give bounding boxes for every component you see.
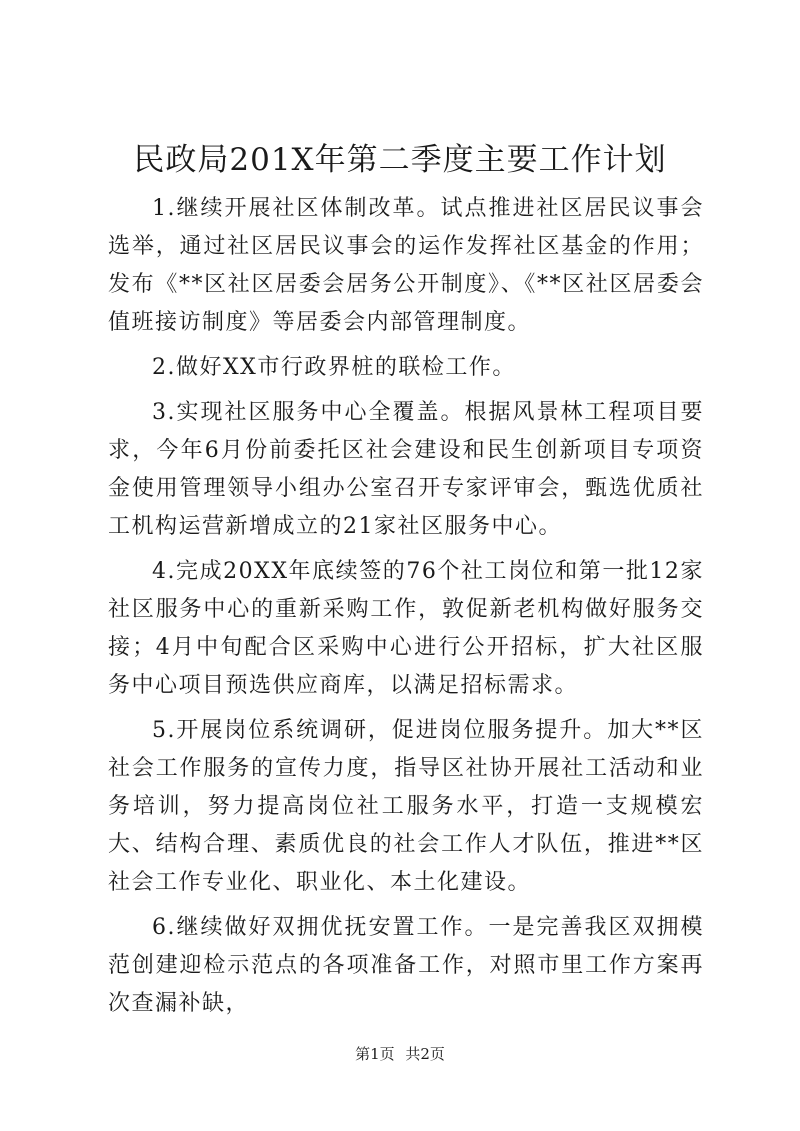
paragraph-2: 2.做好XX市行政界桩的联检工作。 bbox=[152, 355, 516, 380]
document-title: 民政局201X年第二季度主要工作计划 bbox=[133, 142, 667, 178]
document-body bbox=[108, 190, 704, 1030]
page-total: 共2页 bbox=[405, 1045, 445, 1063]
paragraph-4: 4.完成20XX年底续签的76个社工岗位和第一批12家社区服务中心的重新采购工作，敦促新老机构做好服务交接；4月中旬配合区采购中心进行公开招标，扩大社区服务中心项目预选供应商库，以满足招标需求。 bbox=[108, 559, 704, 698]
page-footer bbox=[0, 1044, 800, 1064]
page-number: 第1页 bbox=[355, 1045, 395, 1063]
paragraph-1: 1.继续开展社区体制改革。试点推进社区居民议事会选举，通过社区居民议事会的运作发挥社区基金的作用；发布《**区社区居委会居务公开制度》、《**区社区居委会值班接访制度》等居委会内部管理制度。 bbox=[108, 196, 704, 335]
paragraph-3: 3.实现社区服务中心全覆盖。根据风景林工程项目要求，今年6月份前委托区社会建设和民生创新项目专项资金使用管理领导小组办公室召开专家评审会，甄选优质社工机构运营新增成立的21家社区服务中心。 bbox=[108, 400, 704, 539]
paragraph-5: 5.开展岗位系统调研，促进岗位服务提升。加大**区社会工作服务的宣传力度，指导区社协开展社工活动和业务培训，努力提高岗位社工服务水平，打造一支规模宏大、结构合理、素质优良的社会工作人才队伍，推进**区社会工作专业化、职业化、本土化建设。 bbox=[108, 718, 704, 895]
paragraph-6: 6.继续做好双拥优抚安置工作。一是完善我区双拥模范创建迎检示范点的各项准备工作，对照市里工作方案再次查漏补缺， bbox=[108, 915, 704, 1016]
